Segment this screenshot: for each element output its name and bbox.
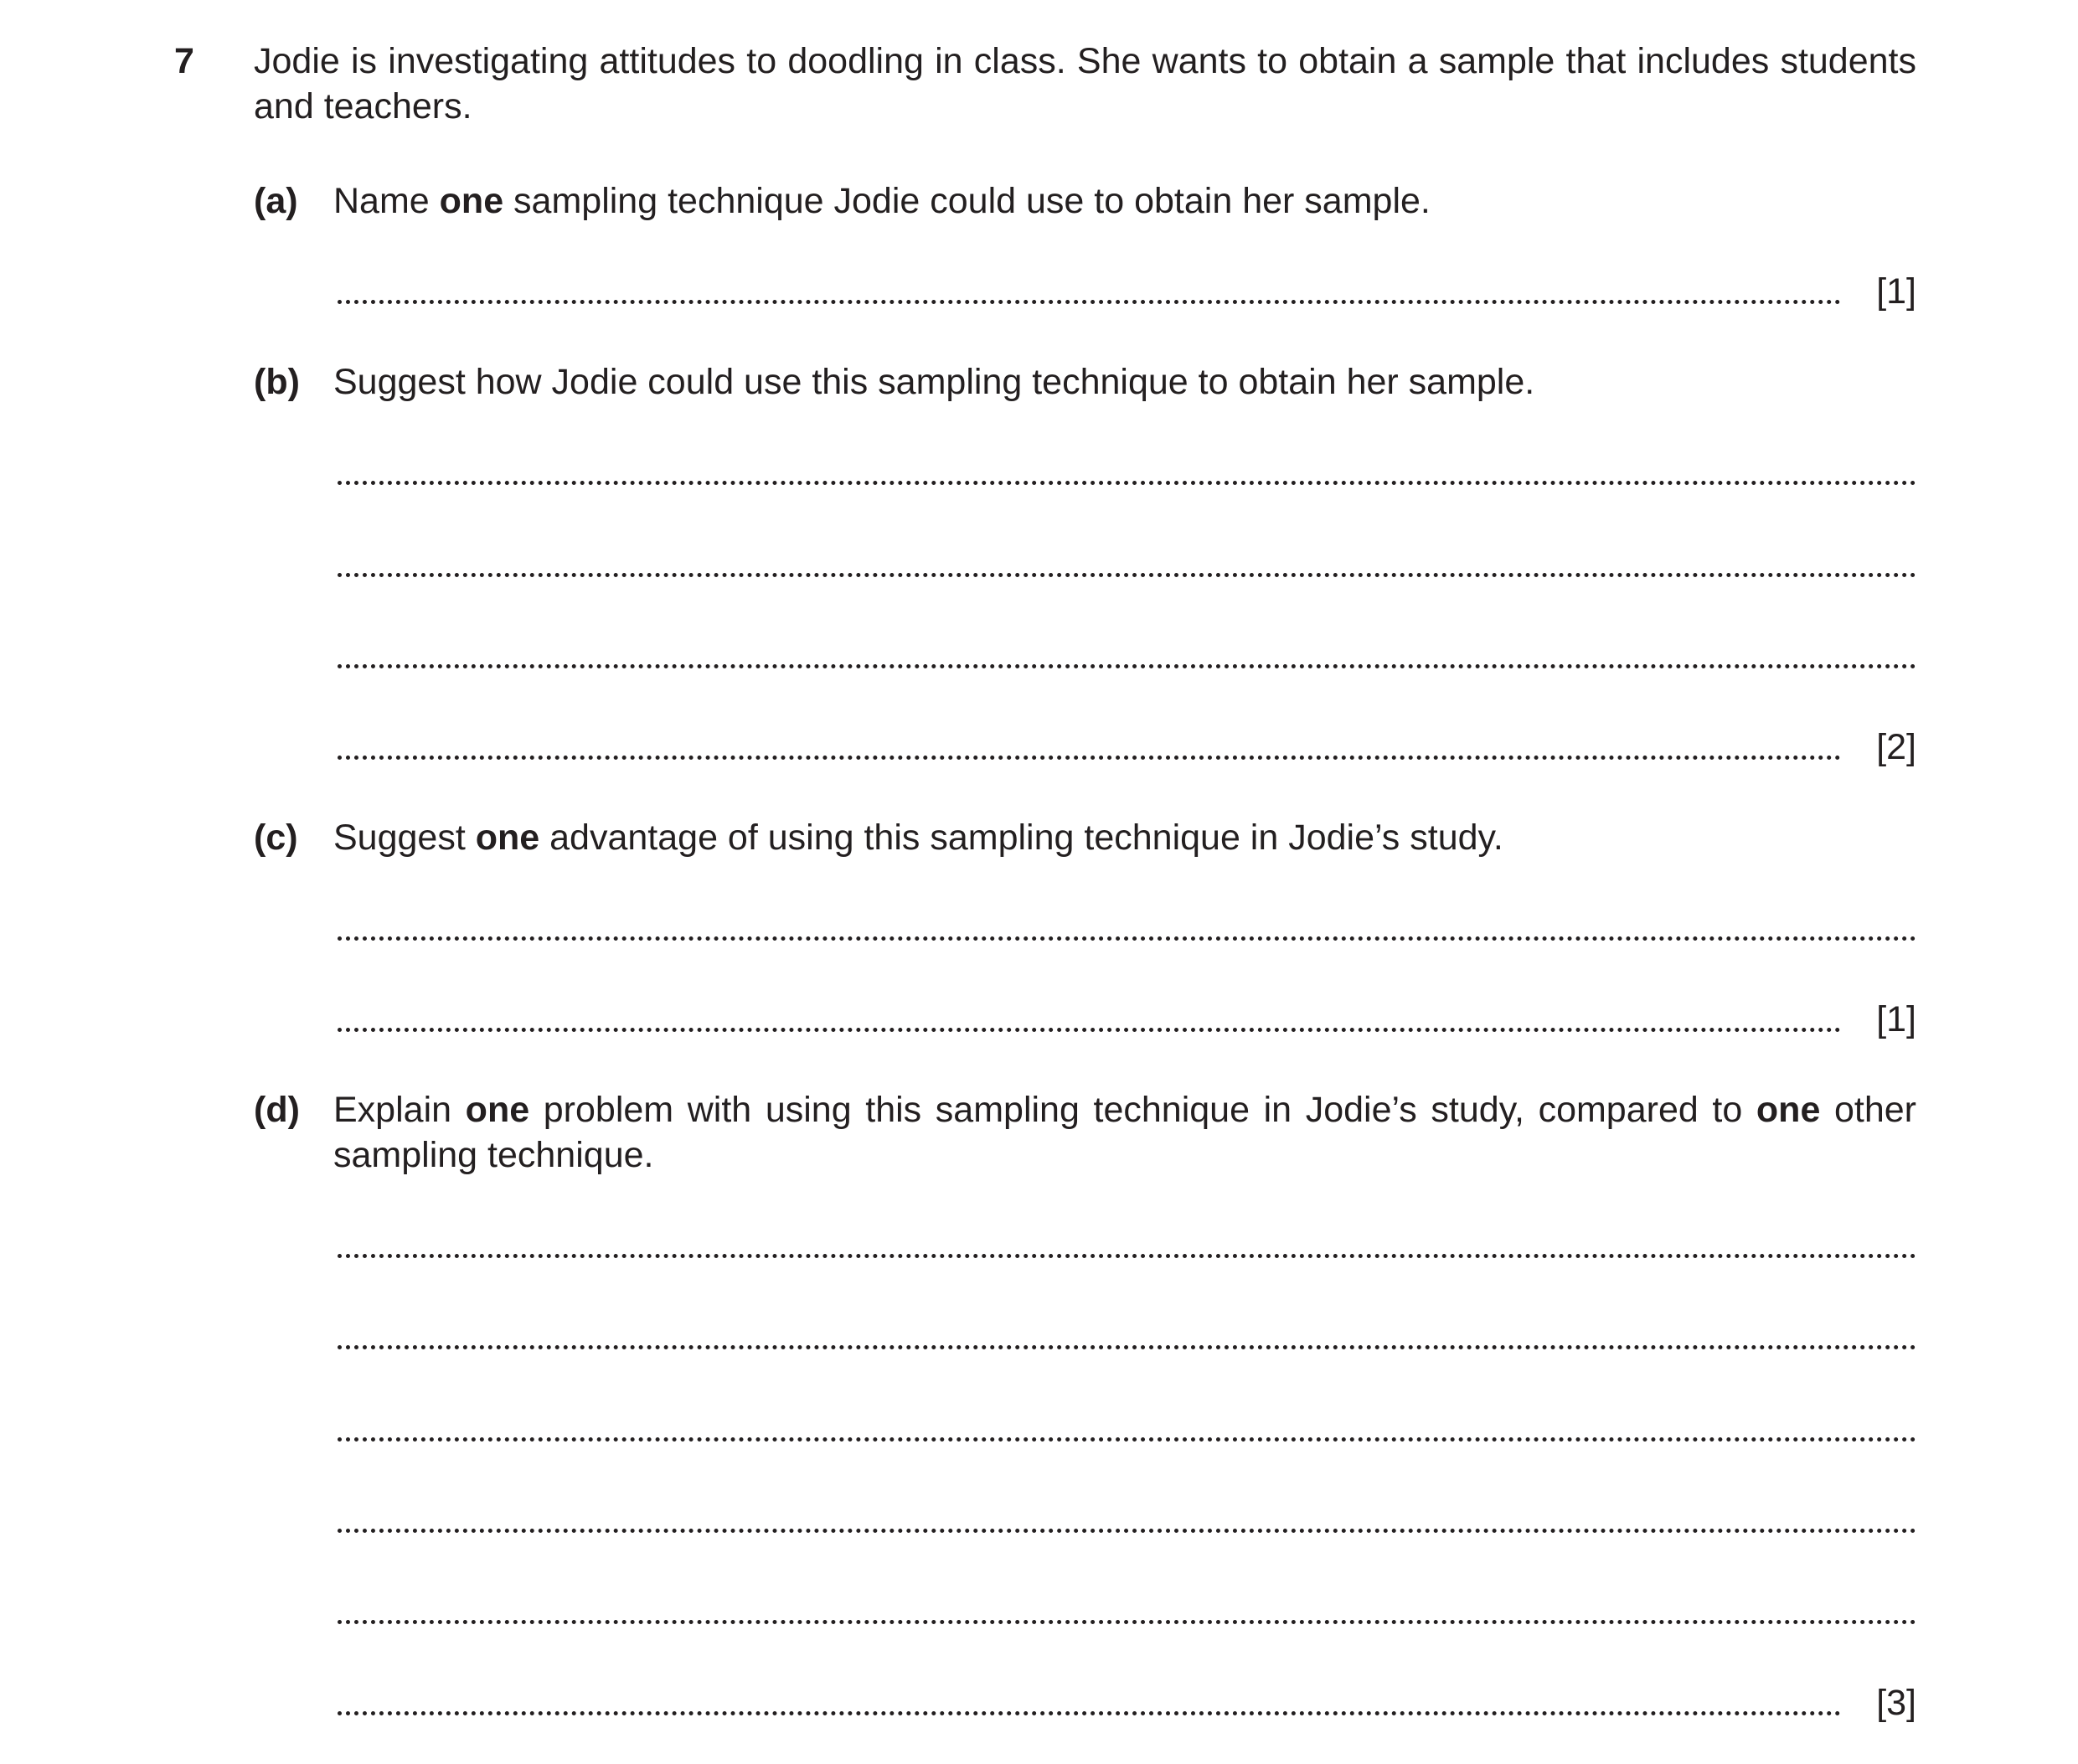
answer-line-a-1[interactable]	[338, 300, 1841, 304]
answer-line-c-2[interactable]	[338, 1028, 1841, 1032]
part-b-label: (b)	[254, 362, 300, 402]
answer-line-d-5[interactable]	[338, 1620, 1916, 1624]
part-d-prompt: Explain one problem with using this sampling technique in Jodie’s study, compared to one other sampling technique.	[333, 1090, 1916, 1175]
answer-line-d-6[interactable]	[338, 1711, 1841, 1715]
answer-line-b-1[interactable]	[338, 481, 1916, 485]
part-b-prompt: Suggest how Jodie could use this sampling technique to obtain her sample.	[333, 362, 1535, 402]
answer-line-d-3[interactable]	[338, 1437, 1916, 1442]
part-d-marks: [3]	[1876, 1683, 1916, 1723]
answer-line-d-2[interactable]	[338, 1345, 1916, 1349]
part-a-label: (a)	[254, 181, 298, 221]
question-stem: Jodie is investigating attitudes to doodling in class. She wants to obtain a sample that includes students and teachers.	[254, 41, 1916, 126]
answer-line-c-1[interactable]	[338, 936, 1916, 941]
part-a-prompt: Name one sampling technique Jodie could use to obtain her sample.	[333, 181, 1431, 221]
answer-line-d-4[interactable]	[338, 1529, 1916, 1533]
part-a-marks: [1]	[1876, 271, 1916, 312]
answer-line-b-2[interactable]	[338, 573, 1916, 577]
answer-line-d-1[interactable]	[338, 1254, 1916, 1258]
part-d-label: (d)	[254, 1090, 300, 1130]
answer-line-b-4[interactable]	[338, 756, 1841, 760]
part-b-marks: [2]	[1876, 727, 1916, 767]
part-c-label: (c)	[254, 818, 298, 858]
part-c-marks: [1]	[1876, 999, 1916, 1039]
question-number: 7	[174, 41, 194, 81]
answer-line-b-3[interactable]	[338, 664, 1916, 668]
part-c-prompt: Suggest one advantage of using this sampling technique in Jodie’s study.	[333, 818, 1503, 858]
